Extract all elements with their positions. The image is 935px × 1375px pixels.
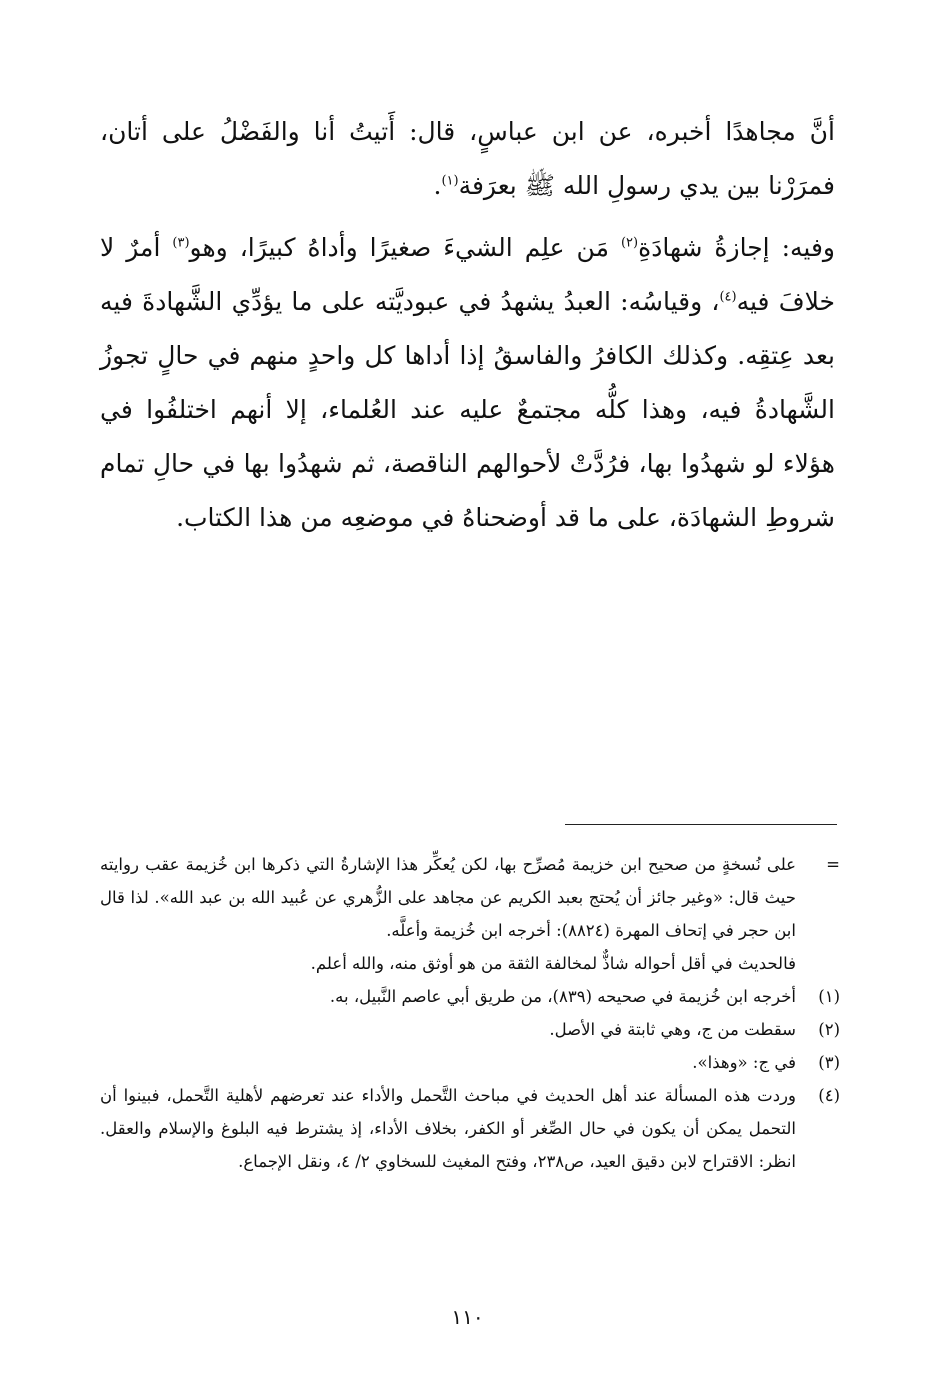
footnote-3 [100,1046,840,1079]
footnote-ref-2: (٢) [620,235,639,251]
footnote-text: على نُسخةٍ من صحيح ابن خزيمة مُصرِّح بها، لكن يُعكِّر هذا الإشارةُ التي ذكرها ابن خُزيمة عقب روايته حيث قال: «وغير جائز أن يُحتج بعبد الكريم عن مجاهد على الزُّهري عن عُبيد الله بن عبد الله». لذا قال ابن حجر في إتحاف المهرة (٨٨٢٤): أخرجه ابن خُزيمة وأعلَّه. [100,855,796,940]
footnote-mark: (٤) [818,1086,840,1105]
paragraph-1 [100,105,835,213]
footnote-mark: (٢) [818,1020,840,1039]
paragraph-2-text-c: أمرٌ لا خلافَ فيه [100,233,836,316]
footnote-mark: (١) [818,987,840,1006]
footnotes [100,848,840,1178]
paragraph-2-text-d: ، وقياسُه: العبدُ يشهدُ في عبوديَّته على ما يؤدِّي الشَّهادةَ فيه بعد عِتقِه. وكذلك الكافرُ والفاسقُ إذا أداها كل واحدٍ منهم في حالٍ تجوزُ الشَّهادةُ فيه، وهذا كلُّه مجتمعٌ عليه عند العُلماء، إلا أنهم اختلفُوا في هؤلاء لو شهدُوا بها، فرُدَّتْ لأحوالهم الناقصة، ثم شهدُوا بها في حالِ تمام شروطِ الشهادَة، على ما قد أوضحناهُ في موضعِه من هذا الكتاب. [100,287,835,532]
footnote-ref-1: (١) [441,173,459,189]
footnote-continued-conclusion [100,947,840,980]
footnote-4 [100,1079,840,1178]
footnote-1 [100,980,840,1013]
paragraph-2-text-a: وفيه: إجازةُ شهادَةِ [638,233,836,262]
footnote-mark: = [826,855,840,874]
footnote-divider [565,824,837,825]
main-text [100,105,835,545]
paragraph-2-text-b: مَن علِم الشيءَ صغيرًا وأداهُ كبيرًا، وهو [189,233,621,262]
page-number: ١١٠ [451,1305,484,1329]
footnote-text: فالحديث في أقل أحواله شاذٌّ لمخالفة الثقة من هو أوثق منه، والله أعلم. [310,954,796,973]
footnote-ref-4: (٤) [719,289,737,305]
paragraph-2 [100,221,835,545]
paragraph-1-text: أنَّ مجاهدًا أخبره، عن ابن عباسٍ، قال: أَتيتُ أنا والفَضْلُ على أتان، فمرَرْنا بين يدي رسولِ الله ﷺ بعرَفة [100,117,835,200]
footnote-continued [100,848,840,947]
footnote-2 [100,1013,840,1046]
footnote-text: في ج: «وهذا». [692,1053,796,1072]
footnote-text: أخرجه ابن خُزيمة في صحيحه (٨٣٩)، من طريق أبي عاصم النَّبيل، به. [329,987,796,1006]
paragraph-1-end: . [433,171,442,200]
footnote-text: سقطت من ج، وهي ثابتة في الأصل. [549,1020,796,1039]
footnote-ref-3: (٣) [172,235,190,251]
footnote-mark: (٣) [818,1053,840,1072]
footnote-text: وردت هذه المسألة عند أهل الحديث في مباحث التَّحمل والأداء عند تعرضهم لأهلية التَّحمل، فبينوا أن التحمل يمكن أن يكون في حال الصِّغر أو الكفر، بخلاف الأداء، إذ يشترط فيه البلوغ والإسلام والعقل. انظر: الاقتراح لابن دقيق العيد، ص٢٣٨، وفتح المغيث للسخاوي ٢/ ٤، ونقل الإجماع. [100,1086,796,1171]
